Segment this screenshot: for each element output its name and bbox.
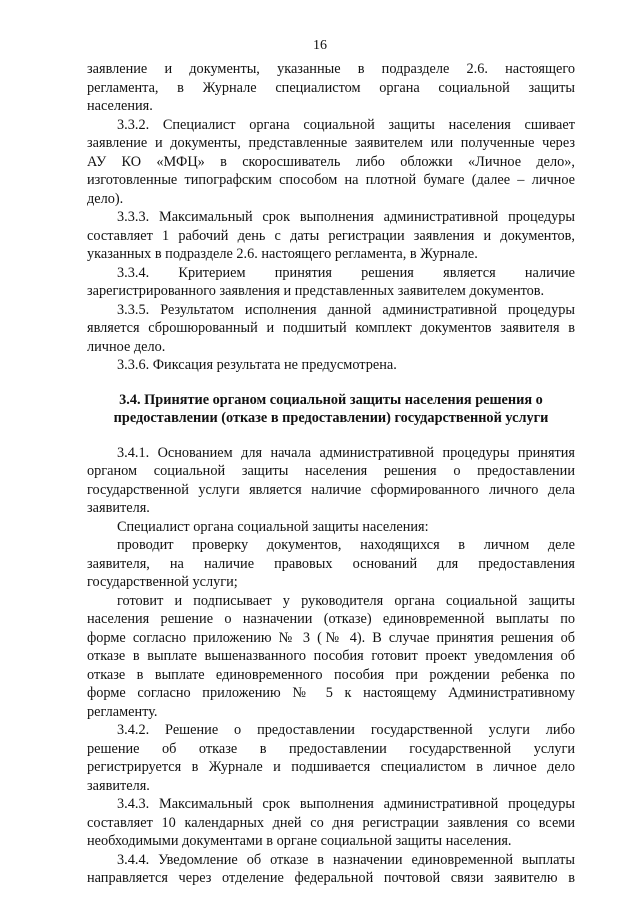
text-line: заявителя.: [87, 500, 150, 516]
text-line: составляет 1 рабочий день с даты регистрации заявления и документов,: [87, 227, 575, 244]
text-line: заявление и документы, представленные заявителем или полученные через: [87, 135, 575, 151]
text-line: Специалист органа социальной защиты населения:: [117, 518, 429, 535]
text-line: готовит и подписывает у руководителя органа социальной защиты: [117, 592, 575, 609]
text-line: регламента, в Журнале специалистом органа социальной защиты: [87, 79, 575, 96]
text-line: 3.4.1. Основанием для начала административной процедуры принятия: [117, 444, 575, 461]
text-line: заявителя.: [87, 777, 150, 794]
text-line: 3.4.3. Максимальный срок выполнения административной процедуры: [117, 796, 575, 812]
text-line: государственной услуги;: [87, 574, 238, 590]
text-line: 3.4. Принятие органом социальной защиты населения решения о: [119, 391, 543, 408]
text-line: населения.: [87, 98, 153, 114]
section-heading: [87, 391, 575, 428]
paragraph: [87, 536, 575, 592]
document-body: [87, 60, 575, 888]
text-line: 3.3.4. Критерием принятия решения является наличие: [117, 264, 575, 281]
text-line: 3.4.2. Решение о предоставлении государственной услуги либо: [117, 722, 575, 738]
text-line: предоставлении (отказе в предоставлении) государственной услуги: [113, 410, 549, 426]
text-line: отказе в выплате вышеназванного пособия готовит проект уведомления об: [87, 648, 575, 664]
text-line: 3.3.6. Фиксация результата не предусмотрена.: [117, 357, 397, 373]
paragraph: [87, 518, 575, 537]
text-line: органом социальной защиты населения решения о предоставлении: [87, 463, 575, 479]
text-line: 3.3.3. Максимальный срок выполнения административной процедуры: [117, 209, 575, 225]
paragraph: [87, 60, 575, 116]
page-number: 16: [313, 38, 327, 53]
paragraph: [87, 301, 575, 357]
text-line: государственной услуги является наличие сформированного личного дела: [87, 481, 575, 498]
text-line: проводит проверку документов, находящихся в личном деле: [117, 537, 575, 553]
paragraph: [87, 356, 575, 375]
text-line: регистрируется в Журнале и подшивается специалистом в личное дело: [87, 759, 575, 775]
text-line: АУ КО «МФЦ» в скоросшиватель либо обложки «Личное дело»,: [87, 153, 575, 170]
text-line: изготовленные типографским способом на плотной бумаге (далее – личное: [87, 172, 575, 188]
text-line: направляется через отделение федеральной почтовой связи заявителю в: [87, 870, 575, 886]
text-line: составляет 10 календарных дней со дня регистрации заявления со всеми: [87, 814, 575, 831]
text-line: является сброшюрованный и подшитый комплект документов заявителя в: [87, 320, 575, 336]
text-line: 3.3.2. Специалист органа социальной защиты населения сшивает: [117, 116, 575, 133]
text-line: указанных в подразделе 2.6. настоящего регламента, в Журнале.: [87, 246, 478, 262]
text-line: форме согласно приложению № 3 (№ 4). В случае принятия решения об: [87, 629, 575, 646]
text-line: необходимыми документами в органе социальной защиты населения.: [87, 833, 512, 849]
text-line: заявление и документы, указанные в подразделе 2.6. настоящего: [87, 61, 575, 77]
text-line: зарегистрированного заявления и представленных заявителем документов.: [87, 283, 545, 299]
text-line: отказе в выплате единовременного пособия при рождении ребенка по: [87, 666, 575, 683]
paragraph: [87, 116, 575, 209]
paragraph: [87, 208, 575, 264]
paragraph: [87, 851, 575, 888]
text-line: регламенту.: [87, 703, 158, 720]
text-line: дело).: [87, 190, 124, 207]
text-line: форме согласно приложению № 5 к настоящему Административному: [87, 685, 575, 701]
text-line: 3.4.4. Уведомление об отказе в назначении единовременной выплаты: [117, 851, 575, 868]
paragraph: [87, 721, 575, 795]
text-line: решение об отказе в предоставлении государственной услуги: [87, 740, 575, 757]
paragraph: [87, 264, 575, 301]
paragraph: [87, 444, 575, 518]
text-line: заявителя, на наличие правовых оснований для предоставления: [87, 555, 575, 572]
paragraph: [87, 592, 575, 722]
text-line: личное дело.: [87, 338, 166, 355]
paragraph: [87, 795, 575, 851]
text-line: 3.3.5. Результатом исполнения данной административной процедуры: [117, 301, 575, 318]
text-line: населения решение о назначении (отказе) единовременной выплаты по: [87, 611, 575, 627]
